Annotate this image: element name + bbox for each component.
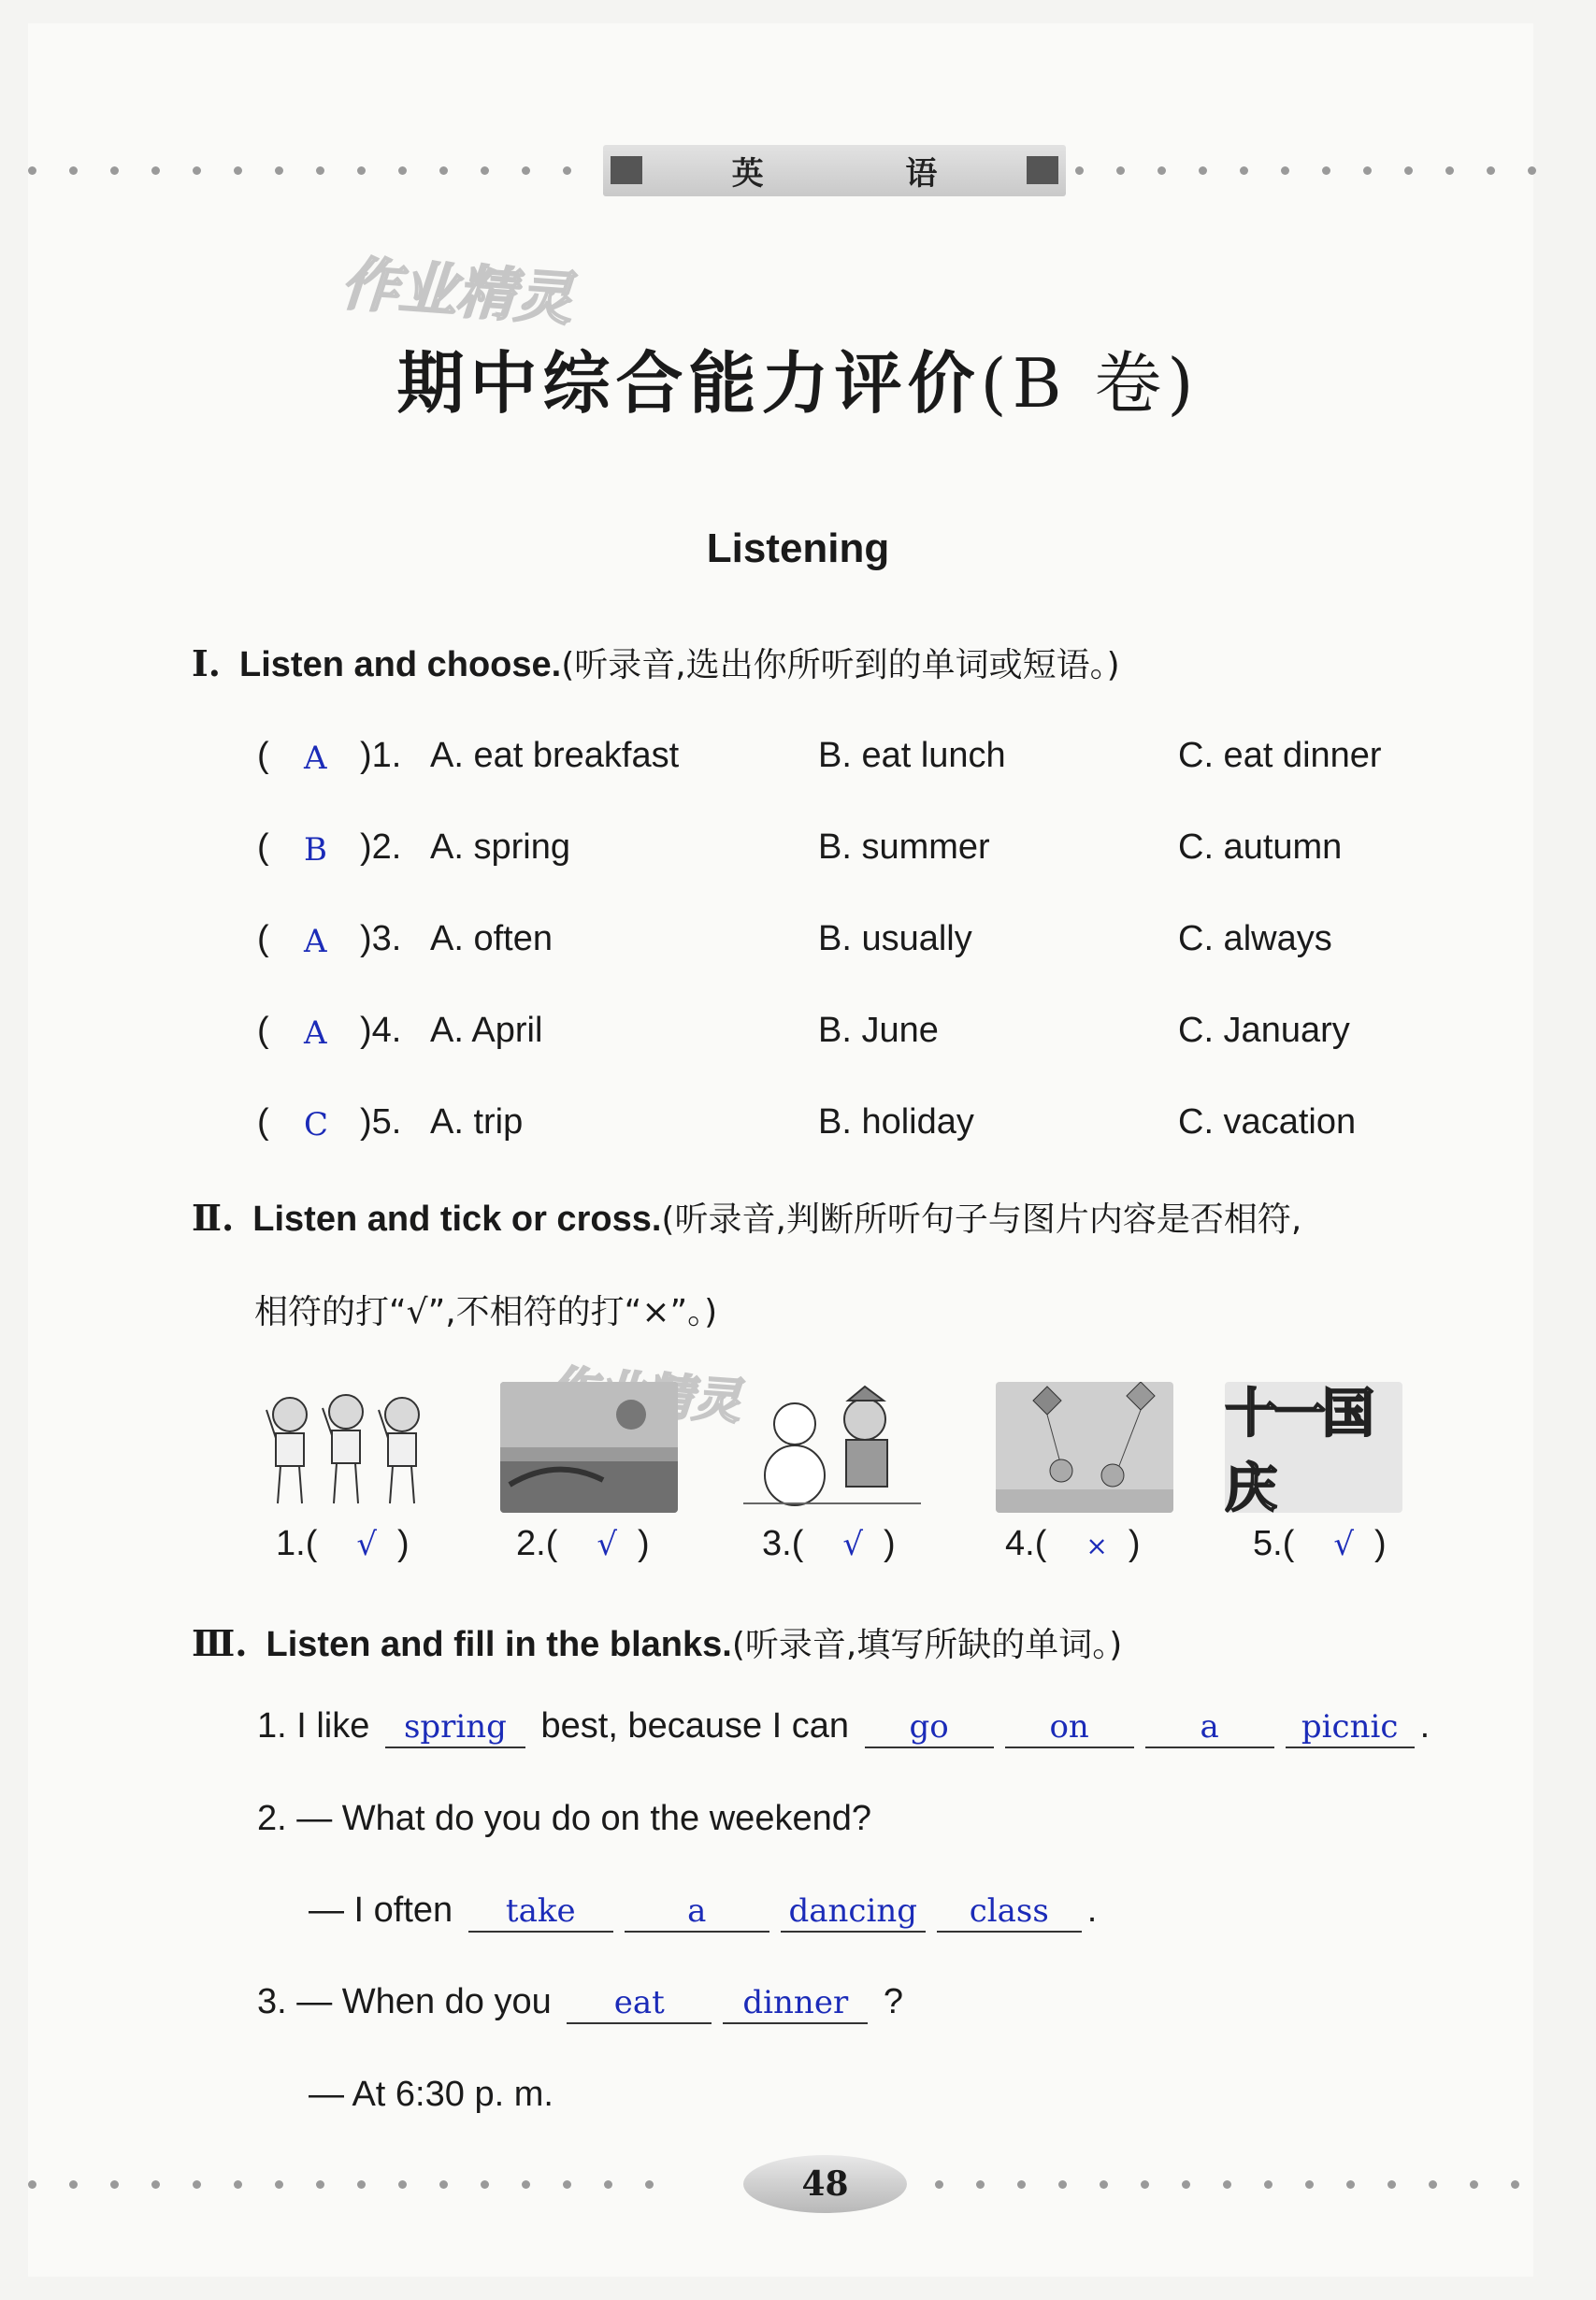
answer-blank: take xyxy=(468,1891,613,1933)
national-day-text: 十一国庆 xyxy=(1225,1384,1371,1513)
option-a: A. spring xyxy=(430,827,570,867)
fill-line-2: 2. — What do you do on the weekend? xyxy=(257,1799,871,1838)
part2-number: Ⅱ. xyxy=(192,1197,235,1239)
bottom-dot-rule-left xyxy=(28,2178,654,2190)
answer-blank: go xyxy=(865,1707,994,1748)
part3-number: Ⅲ. xyxy=(192,1622,248,1664)
answer-mark: A xyxy=(304,1014,327,1052)
answer-mark: C xyxy=(304,1106,329,1143)
picture-beach-sun xyxy=(500,1382,678,1513)
fill-line-1 xyxy=(257,1706,1430,1748)
choice-row: ( A )1. A. eat breakfast B. eat lunch C. eat dinner xyxy=(257,736,1382,777)
option-c: C. autumn xyxy=(1178,827,1343,867)
item-number: )4. xyxy=(360,1011,402,1050)
answer-mark: A xyxy=(304,740,327,777)
answer-blank: on xyxy=(1005,1707,1134,1748)
choice-row: ( A )4. A. April B. June C. January xyxy=(257,1011,1350,1052)
fill-line-3 xyxy=(309,1890,1097,1933)
section-title: Listening xyxy=(706,525,890,571)
watermark-top: 作业精灵 xyxy=(338,249,575,334)
option-a: A. trip xyxy=(430,1102,524,1142)
answer-blank: a xyxy=(1145,1707,1274,1748)
tick-mark: √ xyxy=(842,1526,864,1563)
part2-instruction: Listen and tick or cross. xyxy=(252,1200,662,1239)
part2-instruction-cn-cont: 相符的打“√”,不相符的打“×”。) xyxy=(254,1293,718,1331)
fill-text: . xyxy=(1086,1890,1098,1930)
bus-icon xyxy=(1027,156,1058,184)
choice-row: ( C )5. A. trip B. holiday C. vacation xyxy=(257,1102,1357,1143)
tick-mark: √ xyxy=(356,1526,378,1563)
part1-instruction: Listen and choose. xyxy=(239,645,562,684)
part2-heading xyxy=(192,1193,1301,1241)
option-c: C. eat dinner xyxy=(1178,736,1382,775)
fill-text: — I often xyxy=(309,1890,453,1930)
option-c: C. January xyxy=(1178,1011,1350,1050)
part3-instruction: Listen and fill in the blanks. xyxy=(266,1625,732,1664)
title-paren: (B 卷) xyxy=(980,344,1200,423)
tick-item-number: 3.( xyxy=(762,1524,804,1563)
choice-row: ( B )2. A. spring B. summer C. autumn xyxy=(257,827,1343,869)
subject-label: 英 语 xyxy=(731,155,1003,193)
answer-blank: dinner xyxy=(723,1983,868,2024)
item-number: )5. xyxy=(360,1102,402,1142)
fill-text: best, because I can xyxy=(540,1706,850,1746)
page-number: 48 xyxy=(743,2155,907,2213)
option-b: B. holiday xyxy=(818,1102,974,1142)
tick-item-number: 4.( xyxy=(1005,1524,1047,1563)
fill-text: ? xyxy=(883,1982,903,2021)
tick-item: 5.( √ ) xyxy=(1253,1524,1387,1563)
part1-number: Ⅰ. xyxy=(192,642,222,684)
tick-item: 4.( × ) xyxy=(1005,1524,1141,1563)
item-number: )2. xyxy=(360,827,402,867)
part3-instruction-cn: (听录音,填写所缺的单词。) xyxy=(731,1626,1123,1664)
option-c: C. vacation xyxy=(1178,1102,1357,1142)
part2-instruction-cn: (听录音,判断所听句子与图片内容是否相符, xyxy=(661,1200,1302,1239)
answer-mark: B xyxy=(304,831,327,869)
option-b: B. June xyxy=(818,1011,939,1050)
item-number: )1. xyxy=(360,736,402,775)
answer-blank: eat xyxy=(567,1983,712,2024)
bottom-dot-rule-right xyxy=(935,2178,1519,2190)
option-a: A. April xyxy=(430,1011,543,1050)
part1-instruction-cn: (听录音,选出你所听到的单词或短语。) xyxy=(561,646,1120,684)
page-title xyxy=(0,329,1596,426)
answer-blank: picnic xyxy=(1286,1707,1415,1748)
tick-item-number: 2.( xyxy=(516,1524,558,1563)
tick-item: 1.( √ ) xyxy=(276,1524,410,1563)
fill-text: 3. — When do you xyxy=(257,1982,552,2021)
tick-item-number: 5.( xyxy=(1253,1524,1295,1563)
tick-item: 3.( √ ) xyxy=(762,1524,896,1563)
answer-blank: dancing xyxy=(781,1891,926,1933)
fill-line-4 xyxy=(257,1982,903,2024)
picture-national-day xyxy=(1225,1382,1402,1513)
item-number: )3. xyxy=(360,919,402,958)
tick-item: 2.( √ ) xyxy=(516,1524,650,1563)
tick-item-number: 1.( xyxy=(276,1524,318,1563)
fill-text: . xyxy=(1419,1706,1431,1746)
option-c: C. always xyxy=(1178,919,1332,958)
title-main: 期中综合能力评价 xyxy=(396,344,981,423)
option-b: B. eat lunch xyxy=(818,736,1006,775)
fill-text: 1. I like xyxy=(257,1706,370,1746)
answer-blank: class xyxy=(937,1891,1082,1933)
top-dot-rule-right xyxy=(1075,165,1536,176)
answer-mark: A xyxy=(304,923,327,960)
answer-blank: spring xyxy=(385,1707,525,1748)
option-a: A. eat breakfast xyxy=(430,736,680,775)
option-a: A. often xyxy=(430,919,553,958)
tick-mark: √ xyxy=(597,1526,618,1563)
picture-kite-flying xyxy=(996,1382,1173,1513)
choice-row: ( A )3. A. often B. usually C. always xyxy=(257,919,1332,960)
picture-snowman xyxy=(743,1382,921,1513)
part3-heading xyxy=(192,1618,1122,1666)
option-b: B. summer xyxy=(818,827,990,867)
fill-line-5: — At 6:30 p. m. xyxy=(309,2075,554,2114)
top-dot-rule-left xyxy=(28,165,571,176)
option-b: B. usually xyxy=(818,919,972,958)
answer-blank: a xyxy=(625,1891,769,1933)
picture-exercising-kids xyxy=(257,1382,435,1513)
part1-heading xyxy=(192,639,1120,686)
tick-mark: × xyxy=(1086,1531,1108,1561)
subject-badge xyxy=(603,145,1066,196)
tick-mark: √ xyxy=(1333,1526,1355,1563)
train-icon xyxy=(611,156,642,184)
